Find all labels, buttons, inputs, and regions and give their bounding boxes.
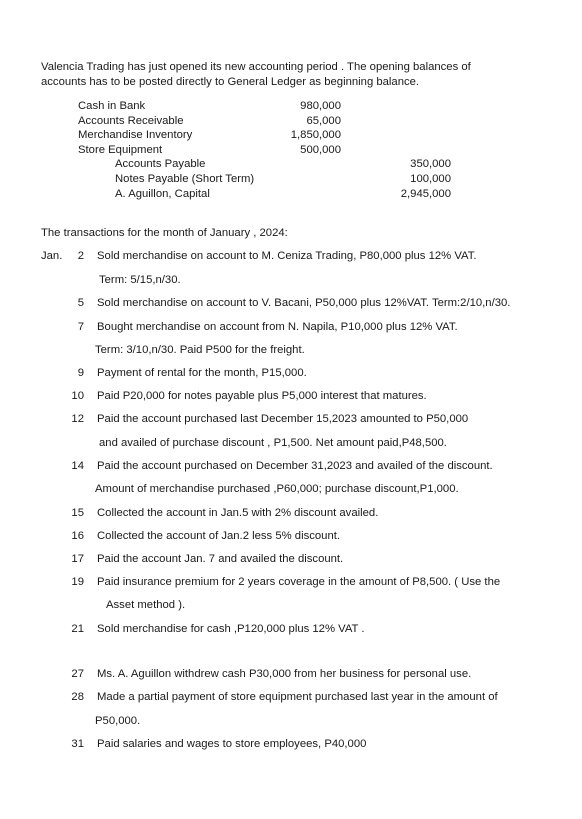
transaction-text: Bought merchandise on account from N. Napila, P10,000 plus 12% VAT. [97, 321, 458, 333]
balance-credit-amount: 100,000 [410, 173, 451, 185]
balance-account-name: A. Aguillon, Capital [115, 187, 210, 200]
transaction-day: 9 [77, 367, 84, 379]
intro-paragraph [41, 60, 471, 89]
balance-account-name: Store Equipment [78, 143, 163, 156]
transactions-heading: The transactions for the month of January , 2024: [41, 227, 288, 239]
transaction-text: Collected the account in Jan.5 with 2% discount availed. [97, 507, 379, 519]
transaction-text: Paid the account purchased on December 31,2023 and availed of the discount. [97, 460, 493, 472]
transaction-text: Sold merchandise for cash ,P120,000 plus 12% VAT . [97, 623, 365, 635]
transaction-text: Paid the account Jan. 7 and availed the discount. [97, 553, 344, 565]
transaction-day: 21 [71, 623, 84, 635]
intro-line: accounts has to be posted directly to General Ledger as beginning balance. [41, 75, 420, 88]
transaction-text: Payment of rental for the month, P15,000. [97, 367, 307, 379]
transaction-day: 14 [71, 460, 84, 472]
transaction-text: Made a partial payment of store equipment purchased last year in the amount of [97, 691, 498, 703]
balance-account-name: Cash in Bank [78, 100, 146, 112]
transaction-day: 15 [71, 507, 84, 519]
transaction-day: 12 [71, 413, 84, 425]
balance-account-name: Notes Payable (Short Term) [115, 173, 255, 185]
balance-debit-amount: 65,000 [306, 114, 341, 127]
transaction-day: 19 [71, 576, 84, 588]
transaction-day: 2 [77, 250, 84, 262]
transaction-text: Paid insurance premium for 2 years coverage in the amount of P8,500. ( Use the [97, 576, 501, 588]
transaction-day: 31 [71, 738, 84, 750]
transaction-text: Term: 3/10,n/30. Paid P500 for the freight. [95, 344, 305, 356]
balance-credit-amount: 2,945,000 [400, 187, 451, 200]
transaction-day: 7 [77, 321, 84, 333]
transaction-text: Sold merchandise on account to M. Ceniza Trading, P80,000 plus 12% VAT. [97, 250, 477, 262]
transaction-day: 5 [77, 297, 84, 309]
transaction-day: 27 [71, 668, 84, 680]
transaction-text: Paid the account purchased last December 15,2023 amounted to P50,000 [97, 413, 469, 425]
month-label: Jan. [41, 250, 63, 262]
balance-debit-amount: 980,000 [300, 100, 341, 112]
transaction-text: Asset method ). [106, 599, 186, 611]
transaction-text: and availed of purchase discount , P1,500. Net amount paid,P48,500. [99, 437, 447, 449]
transaction-text: Term: 5/15,n/30. [99, 274, 181, 286]
transaction-day: 16 [71, 530, 84, 542]
balance-credit-amount: 350,000 [410, 158, 451, 171]
transaction-text: Sold merchandise on account to V. Bacani, P50,000 plus 12%VAT. Term:2/10,n/30. [97, 297, 511, 309]
balance-debit-amount: 500,000 [300, 143, 341, 156]
transaction-text: Ms. A. Aguillon withdrew cash P30,000 from her business for personal use. [97, 668, 472, 680]
transaction-text: P50,000. [95, 715, 141, 727]
intro-line: Valencia Trading has just opened its new accounting period . The opening balances of [41, 61, 471, 73]
balance-account-name: Merchandise Inventory [78, 129, 193, 142]
transaction-text: Paid P20,000 for notes payable plus P5,000 interest that matures. [97, 390, 427, 402]
transaction-text: Paid salaries and wages to store employees, P40,000 [97, 738, 367, 750]
balance-debit-amount: 1,850,000 [290, 129, 341, 142]
transaction-day: 28 [71, 691, 84, 703]
transaction-text: Collected the account of Jan.2 less 5% discount. [97, 530, 341, 542]
transaction-day: 17 [71, 553, 84, 565]
transaction-day: 10 [71, 390, 84, 402]
balance-account-name: Accounts Payable [115, 158, 206, 171]
balance-account-name: Accounts Receivable [78, 114, 184, 127]
transaction-text: Amount of merchandise purchased ,P60,000; purchase discount,P1,000. [95, 483, 459, 495]
